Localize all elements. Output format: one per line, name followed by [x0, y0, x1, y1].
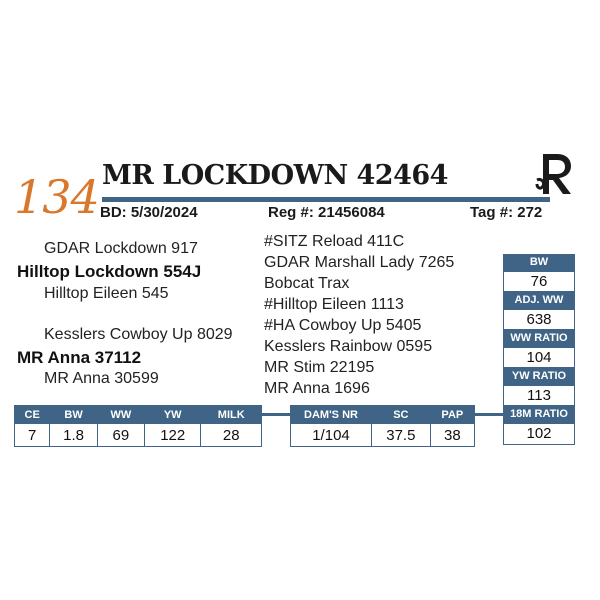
- lot-number: 134: [14, 170, 99, 224]
- epd-value-bw: 1.8: [50, 424, 97, 447]
- epd-header-bw: BW: [50, 406, 97, 424]
- stat-yw-ratio-label: YW RATIO: [503, 368, 575, 385]
- stat-ww-ratio-label: WW RATIO: [503, 330, 575, 347]
- stat-adj-ww-label: ADJ. WW: [503, 292, 575, 309]
- sire: Hilltop Lockdown 554J: [17, 262, 202, 281]
- ds-sire: #HA Cowboy Up 5405: [264, 317, 422, 334]
- stat-adj-ww-value: 638: [503, 309, 575, 330]
- dd-dam: MR Anna 1696: [264, 380, 370, 397]
- stat-bw-label: BW: [503, 254, 575, 271]
- dam-header-pap: PAP: [430, 406, 474, 424]
- stat-18m-ratio-label: 18M RATIO: [503, 406, 575, 423]
- epd-value-milk: 28: [201, 424, 262, 447]
- r-brand-logo-icon: [533, 150, 577, 198]
- dam-header-sc: SC: [372, 406, 431, 424]
- ss-dam: GDAR Marshall Lady 7265: [264, 254, 455, 271]
- dam: MR Anna 37112: [17, 348, 142, 367]
- title-underline: [102, 197, 550, 202]
- dam-header-nr: DAM'S NR: [291, 406, 372, 424]
- epd-value-ww: 69: [97, 424, 144, 447]
- ds-dam: Kesslers Rainbow 0595: [264, 338, 433, 355]
- sire-dam: Hilltop Eileen 545: [44, 285, 169, 302]
- sire-sire: GDAR Lockdown 917: [44, 240, 198, 257]
- epd-value-ce: 7: [15, 424, 50, 447]
- stat-ww-ratio-value: 104: [503, 347, 575, 368]
- stat-18m-ratio-value: 102: [503, 423, 575, 445]
- epd-header-ce: CE: [15, 406, 50, 424]
- registration-number: Reg #: 21456084: [268, 204, 385, 221]
- dam-value-sc: 37.5: [372, 424, 431, 447]
- ss-sire: #SITZ Reload 411C: [264, 233, 405, 250]
- dam-sire: Kesslers Cowboy Up 8029: [44, 326, 233, 343]
- sd-dam: #Hilltop Eileen 1113: [264, 296, 404, 313]
- table-connector-right: [475, 413, 503, 416]
- stat-yw-ratio-value: 113: [503, 385, 575, 406]
- dam-value-nr: 1/104: [291, 424, 372, 447]
- dd-sire: MR Stim 22195: [264, 359, 375, 376]
- dam-dam: MR Anna 30599: [44, 370, 159, 387]
- epd-header-ww: WW: [97, 406, 144, 424]
- epd-value-yw: 122: [144, 424, 200, 447]
- tag-number: Tag #: 272: [470, 204, 543, 221]
- epd-header-milk: MILK: [201, 406, 262, 424]
- dam-value-pap: 38: [430, 424, 474, 447]
- sd-sire: Bobcat Trax: [264, 275, 350, 292]
- table-connector-left: [262, 413, 290, 416]
- stat-bw-value: 76: [503, 271, 575, 292]
- dam-table: [290, 405, 475, 447]
- epd-table: [14, 405, 262, 447]
- animal-name: MR LOCKDOWN 42464: [102, 160, 448, 191]
- epd-header-yw: YW: [144, 406, 200, 424]
- birth-date: BD: 5/30/2024: [100, 204, 198, 221]
